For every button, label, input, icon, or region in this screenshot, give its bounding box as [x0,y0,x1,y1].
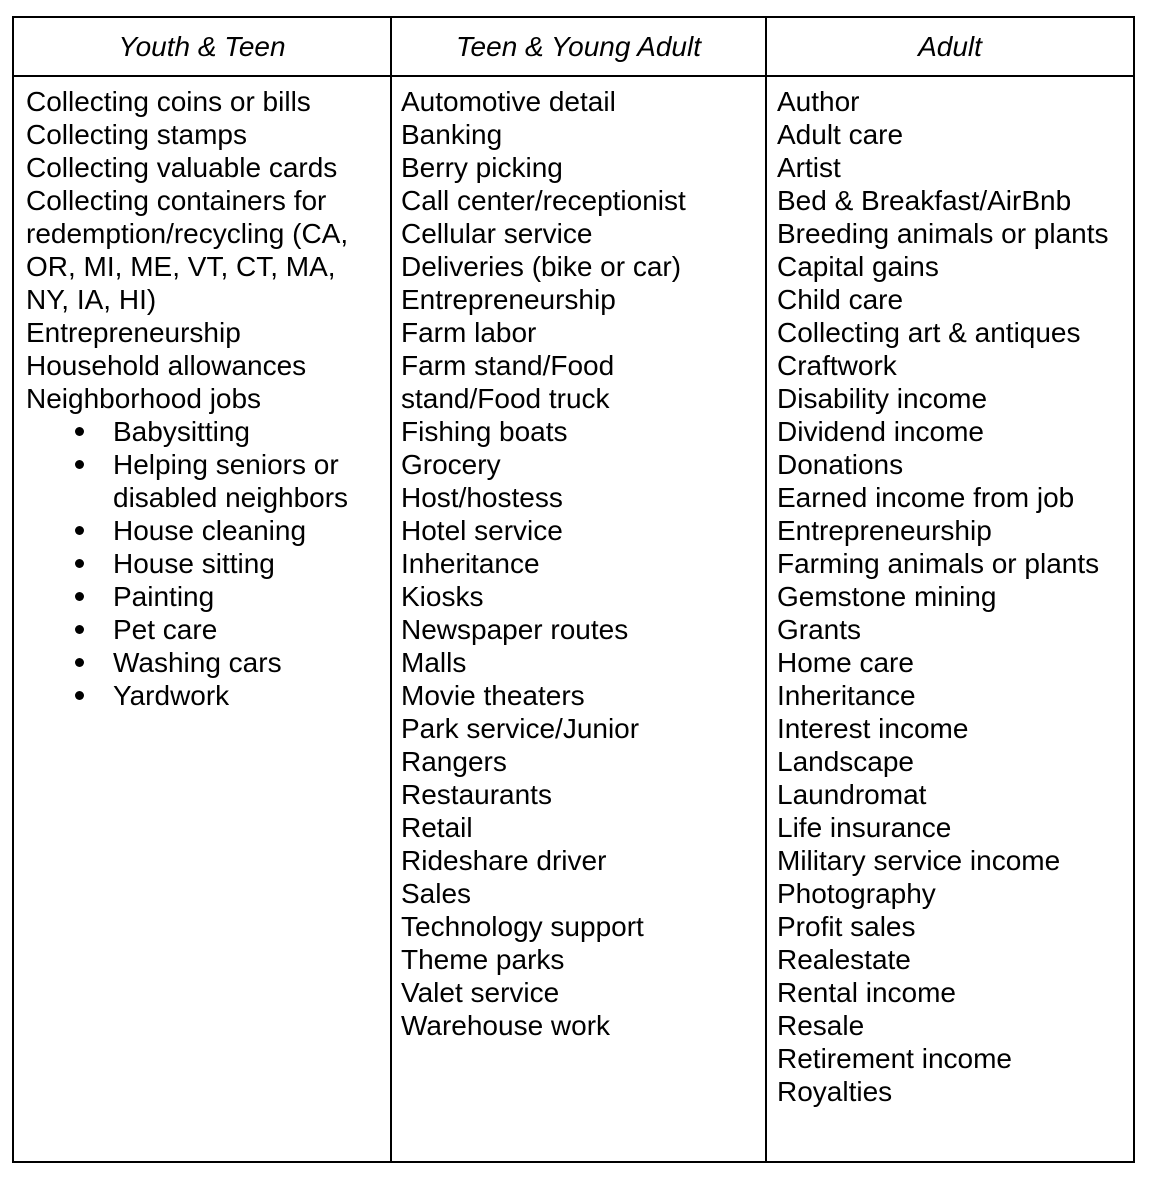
list-item: Valet service [401,977,560,1008]
list-item: Realestate [777,944,911,975]
bullet-list-item: Pet care [26,613,370,646]
list-item: Entrepreneurship [401,284,616,315]
list-item: Collecting stamps [26,119,247,150]
list-item: Capital gains [777,251,939,282]
list-item: Laundromat [777,779,927,810]
list-item: Movie theaters [401,680,585,711]
teen-young-adult-item-list [401,85,745,1042]
list-item: Host/hostess [401,482,563,513]
list-item: Breeding animals or plants [777,218,1109,249]
list-item: Inheritance [777,680,916,711]
list-item: Hotel service [401,515,563,546]
column-header-adult: Adult [766,17,1134,76]
list-item: Retail [401,812,473,843]
list-item: Earned income from job [777,482,1075,513]
list-item: Farm labor [401,317,537,348]
list-item: Neighborhood jobs [26,383,262,414]
list-item: Entrepreneurship [26,317,241,348]
list-item: Donations [777,449,904,480]
list-item: Farm stand/Food stand/Food truck [401,350,615,414]
list-item: Dividend income [777,416,984,447]
list-item: Rental income [777,977,956,1008]
list-item: Home care [777,647,914,678]
list-item: Adult care [777,119,904,150]
cell-teen-young-adult [391,76,766,1162]
list-item: Military service income [777,845,1061,876]
list-item: Newspaper routes [401,614,629,645]
column-header-youth-teen: Youth & Teen [13,17,391,76]
list-item: Photography [777,878,936,909]
list-item: Grocery [401,449,501,480]
list-item: Author [777,86,860,117]
list-item: Disability income [777,383,988,414]
column-header-teen-young-adult: Teen & Young Adult [391,17,766,76]
list-item: Inheritance [401,548,540,579]
list-item: Sales [401,878,472,909]
list-item: Retirement income [777,1043,1012,1074]
bullet-list-item: Washing cars [26,646,370,679]
bullet-list-item: House cleaning [26,514,370,547]
neighborhood-jobs-bullet-list [26,415,370,712]
list-item: Grants [777,614,862,645]
bullet-list-item: Painting [26,580,370,613]
list-item: Deliveries (bike or car) [401,251,682,282]
list-item: Artist [777,152,841,183]
bullet-list-item: Yardwork [26,679,370,712]
list-item: Malls [401,647,467,678]
list-item: Fishing boats [401,416,568,447]
bullet-list-item: Helping seniors or disabled neighbors [26,448,370,514]
list-item: Farming animals or plants [777,548,1100,579]
list-item: Park service/Junior Rangers [401,713,640,777]
header-row [13,17,1134,76]
list-item: Profit sales [777,911,916,942]
cell-youth-teen [13,76,391,1162]
list-item: Collecting containers for redemption/recycling (CA, OR, MI, ME, VT, CT, MA, NY, IA, HI) [26,185,349,315]
body-row [13,76,1134,1162]
list-item: Collecting art & antiques [777,317,1081,348]
list-item: Berry picking [401,152,563,183]
list-item: Interest income [777,713,969,744]
cell-adult [766,76,1134,1162]
bullet-list-item: House sitting [26,547,370,580]
list-item: Warehouse work [401,1010,611,1041]
bullet-list-item: Babysitting [26,415,370,448]
list-item: Rideshare driver [401,845,607,876]
list-item: Collecting coins or bills [26,86,311,117]
list-item: Life insurance [777,812,952,843]
list-item: Kiosks [401,581,484,612]
list-item: Entrepreneurship [777,515,992,546]
list-item: Automotive detail [401,86,616,117]
list-item: Gemstone mining [777,581,997,612]
youth-teen-item-list [26,85,370,415]
list-item: Household allowances [26,350,307,381]
list-item: Craftwork [777,350,897,381]
list-item: Restaurants [401,779,552,810]
list-item: Technology support [401,911,644,942]
income-sources-table [12,16,1135,1163]
list-item: Child care [777,284,904,315]
adult-item-list [777,85,1121,1108]
list-item: Call center/receptionist [401,185,686,216]
list-item: Bed & Breakfast/AirBnb [777,185,1072,216]
list-item: Resale [777,1010,865,1041]
list-item: Collecting valuable cards [26,152,338,183]
list-item: Banking [401,119,503,150]
list-item: Theme parks [401,944,565,975]
list-item: Landscape [777,746,915,777]
list-item: Cellular service [401,218,593,249]
list-item: Royalties [777,1076,893,1107]
